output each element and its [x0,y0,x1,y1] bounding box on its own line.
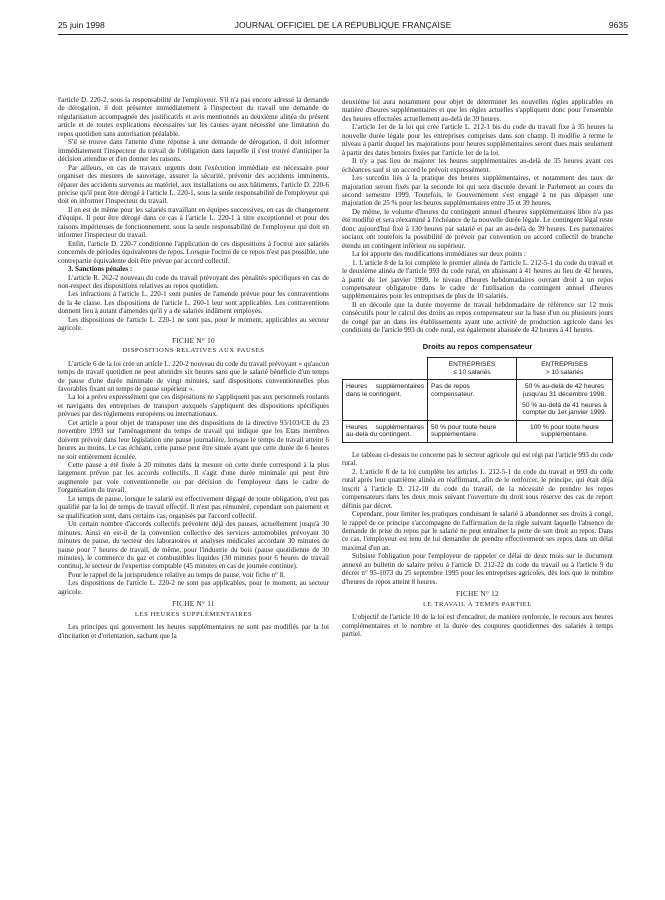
table-cell: 50 % pour toute heure supplémentaire. [428,420,517,442]
paragraph: Les infractions à l'article L. 220-1 sont punies de l'amende prévue pour les contraventions de la 4e classe. Les dispositions de l'article L. 260-1 leur sont applicables. Les contraventions donnent lieu à autant d'amendes qu'il y a de salariés indûment employés. [58,290,329,316]
paragraph: L'objectif de l'article 10 de la loi est d'encadrer, de manière renforcée, le recours aux heures complémentaires et le nombre et la durée des coupures quotidiennes des salariés à temps partiel. [342,613,613,638]
table-row [343,380,613,420]
column-header-large: ENTREPRISES > 10 salariés [517,358,613,380]
fiche-title: LES HEURES SUPPLÉMENTAIRES [134,610,253,618]
fiche-number: FICHE N° 10 [172,336,215,345]
paragraph: Subsiste l'obligation pour l'employeur de rappeler ce délai de deux mois sur le document annexé au bulletin de salaire prévu à l'article D. 212-22 du code du travail ou à l'article 9 du décret n° 95-1073 du 25 septembre 1995 pour les entreprises agricoles, dès lors que le nombre d'heures de repos atteint 8 heures. [342,552,613,586]
header-rule [58,34,628,35]
paragraph: Il en découle que la durée moyenne de travail hebdomadaire de référence sur 12 mois consécutifs pour le calcul des droits au repos compensateur sur la base d'un ou plusieurs jours de congé par an dans les établissements ayant une activité de production agricole dans les conditions de l'article 993 du code rural, est également abaissée de 42 heures à 41 heures. [342,300,613,335]
cell-line: 50 % au-delà de 41 heures à compter du 1er janvier 1999. [522,401,607,417]
cell-line: 50 % au-delà de 42 heures jusqu'au 31 décembre 1998. [522,383,606,398]
paragraph: l'article D. 220-2, sous la responsabilité de l'employeur. S'il n'a pas encore adressé la demande de dérogation, il doit présenter immédiatement à l'inspecteur du travail une demande de régularisation accompagnée des justificatifs et avis mentionnés au deuxième alinéa du présent article et de toutes explications nécessaires sur les causes ayant nécessité une limitation du repos quotidien sans autorisation préalable. [58,96,329,138]
paragraph: Les dispositions de l'article L. 220-1 ne sont pas, pour le moment, applicables au secteur agricole. [58,315,329,333]
table-cell: Pas de repos compensateur. [428,380,517,420]
column-header-small: ENTREPRISES ≤ 10 salariés [428,358,517,380]
paragraph: De même, le volume d'heures du contingent annuel d'heures supplémentaires libre n'a pas été modifié et sera réexaminé à l'échéance de la nouvelle durée légale. Le contingent légal reste donc aujourd'hui fixé à 130 heures par salarié et par an au-delà de 39 heures. Les partenaires sociaux ont toutefois la possibilité de prévoir par convention ou accord collectif de branche étendu un contingent inférieur ou supérieur. [342,207,613,250]
paragraph: Il n'y a pas lieu de majorer les heures supplémentaires au-delà de 35 heures avant ces échéances sauf si un accord le prévoit expressément. [342,157,613,174]
paragraph: Cet article a pour objet de transposer une des dispositions de la directive 93/103/CE du 23 novembre 1993 sur l'aménagement du temps de travail qui indique que les Etats membres doivent prévoir dans leur législation une pause journalière, lorsque le temps de travail atteint 6 heures au moins. Le cas échéant, cette pause peut être située avant que cette durée de 6 heures ne soit entièrement écoulée. [58,418,329,461]
paragraph: Enfin, l'article D. 220-7 conditionne l'application de ces dispositions à l'octroi aux salariés concernés de périodes équivalentes de repos. Lorsque l'octroi de ce repos n'est pas possible, une contrepartie équivalente doit être prévue par accord collectif. [58,239,329,265]
compensatory-rest-table [342,357,613,443]
table-header-row [343,358,613,380]
page-number: 9635 [608,20,628,30]
page-header [58,20,628,34]
paragraph: La loi a prévu expressément que ces dispositions ne s'appliquent pas aux personnels roulants et navigants des entreprises de transport auxquels s'appliquent des dispositions spécifiques prévues par des règlements européens ou internationaux. [58,393,329,419]
paragraph: Le tableau ci-dessus ne concerne pas le secteur agricole qui est régi par l'article 993 du code rural. [342,450,613,468]
paragraph: Il en est de même pour les salariés travaillant en équipes successives, en cas de changement d'équipe. Il peut être dérogé dans ce cas à l'article L. 220-1 à titre exceptionnel et pour des raisons impérieuses de fonctionnement, sous la seule responsabilité de l'employeur qui doit en informer l'inspecteur du travail. [58,205,329,240]
table-corner-cell [343,358,428,380]
paragraph: Les dispositions de l'article L. 220-2 ne sont pas applicables, pour le moment, au secteur agricole. [58,579,329,596]
paragraph: deuxième loi aura notamment pour objet de déterminer les nouvelles règles applicables en matière d'heures supplémentaires et que les règles actuelles s'appliquent donc pour l'ensemble des heures effectuées actuellement au-delà de 39 heures. [342,98,613,123]
table-title: Droits au repos compensateur [422,341,533,351]
paragraph: L'article R. 262-2 nouveau du code du travail prévoyant des pénalités spécifiques en cas de non-respect des dispositions relatives au repos quotidien. [58,273,329,290]
paragraph: Cette pause a été fixée à 20 minutes dans la mesure où cette durée correspond à la plus largement prévue par les accords collectifs. Il s'agit d'une durée minimale qui peut être augmentée par voie conventionnelle ou par décision de l'employeur dans le cadre de l'organisation du travail. [58,461,329,495]
paragraph: Pour le rappel de la jurisprudence relative au temps de pause, voir fiche n° 8. [68,570,285,579]
right-column [342,98,613,638]
left-column [58,96,329,640]
fiche-title: DISPOSITIONS RELATIVES AUX PAUSES [122,347,265,355]
row-header-beyond-quota: Heures supplémentaires au-delà du contingent. [343,420,428,442]
paragraph: Un certain nombre d'accords collectifs prévoient déjà des pauses, actuellement jusqu'à 30 minutes. Ainsi en est-il de la convention collective des services automobiles prévoyant 30 minutes de pause, du secteur des laboratoires et analyses médicales accordant 30 minutes de pause pour 7 heures de travail, de même, pour l'industrie du bois (pause quotidienne de 30 minutes), le commerce du gaz et combustibles liquides (30 minutes pour 6 heures de travail continu), le secteur de l'expertise comptable (45 minutes en cas de journée continue). [58,520,329,571]
paragraph: 1. L'article 8 de la loi complète le premier alinéa de l'article L. 212-5-1 du code du travail et le deuxième alinéa de l'article 993 du code rural, en abaissant à 41 heures au lieu de 42 heures, à partir du 1er janvier 1999, le niveau d'heures hebdomadaires ouvrant droit à un repos compensateur obligatoire dans le cadre de l'utilisation du contingent annuel d'heures supplémentaires pour les entreprises de plus de 10 salariés. [342,258,613,301]
paragraph: Cependant, pour limiter les pratiques conduisant le salarié à abandonner ses droits à congé, le rappel de ce principe s'accompagne de l'affirmation de la règle suivant laquelle l'absence de demande de prise du repos par le salarié ne peut entraîner la perte de son droit au repos. Dans ce cas, l'employeur est tenu de lui demander de prendre effectivement ses repos dans un délai maximal d'un an. [342,510,613,552]
paragraph: L'article 1er de la loi qui crée l'article L. 212-1 bis du code du travail fixe à 35 heures la nouvelle durée légale pour les entreprises comprises dans son champ. Il modifie à terme le niveau à partir duquel les majorations pour heures supplémentaires seront dues mais seulement à partir des dates butoirs fixées par l'article 1er de la loi. [342,123,613,157]
header-date: 25 juin 1998 [58,20,105,30]
table-cell: 100 % pour toute heure supplémentaire. [517,420,613,442]
paragraph: 2. L'article 8 de la loi complète les articles L. 212-5-1 du code du travail et 993 du code rural après leur quatrième alinéa en réaffirmant, afin de le renforcer, le principe, qui était déjà inscrit à l'article D. 212-10 du code du travail, de la nécessité de prendre les repos compensateurs dans les deux mois suivant l'ouverture du droit sous réserve des cas de report définis par décret. [342,467,613,510]
paragraph: Les principes qui gouvernent les heures supplémentaires ne sont pas modifiés par la loi d'incitation et d'orientation, sachant que la [58,623,329,640]
fiche-title: LE TRAVAIL À TEMPS PARTIEL [422,600,533,608]
paragraph: Les surcoûts liés à la pratique des heures supplémentaires, et notamment des taux de majoration seront fixés par la seconde loi qui sera discutée devant le Parlement au cours du second semestre 1999. Toutefois, le Gouvernement s'est engagé à ne pas dépasser une majoration de 25 % pour les heures supplémentaires entre 35 et 39 heures. [342,174,613,208]
fiche-number: FICHE N° 11 [172,600,215,609]
paragraph: L'article 6 de la loi crée un article L. 220-2 nouveau du code du travail prévoyant « qu'aucun temps de travail quotidien ne peut atteindre six heures sans que le salarié bénéficie d'un temps de pause d'une durée minimale de vingt minutes, sauf dispositions conventionnelles plus favorables fixant un temps de pause supérieur ». [58,359,329,393]
table-cell [517,380,613,420]
fiche-number: FICHE N° 12 [456,590,499,599]
table-row [343,420,613,442]
row-header-in-quota: Heures supplémentaires dans le contingent. [343,380,428,420]
section-heading: 3. Sanctions pénales : [68,265,133,274]
paragraph: Le temps de pause, lorsque le salarié est effectivement dégagé de toute obligation, n'est pas qualifié par la loi de temps de travail effectif. Il n'est pas rémunéré, cependant son paiement et sa qualification sont, dans certains cas, organisés par l'accord collectif. [58,494,329,520]
journal-title: JOURNAL OFFICIEL DE LA RÉPUBLIQUE FRANÇAISE [234,20,452,30]
paragraph: Par ailleurs, en cas de travaux urgents dont l'exécution immédiate est nécessaire pour organiser des mesures de sauvetage, assurer la sécurité, prévenir des accidents imminents, réparer des accidents survenus au matériel, aux installations ou aux bâtiments, l'article D. 220-6 précise qu'il peut être dérogé à l'article L. 220-1, sous la seule responsabilité de l'employeur qui doit en informer l'inspecteur du travail. [58,163,329,206]
paragraph: La loi apporte des modifications immédiates sur deux points : [352,250,526,259]
paragraph: S'il se trouve dans l'attente d'une réponse à une demande de dérogation, il doit informer immédiatement l'inspecteur du travail de l'obligation dans laquelle il s'est trouvé d'anticiper la décision attendue et d'en donner les raisons. [58,138,329,164]
